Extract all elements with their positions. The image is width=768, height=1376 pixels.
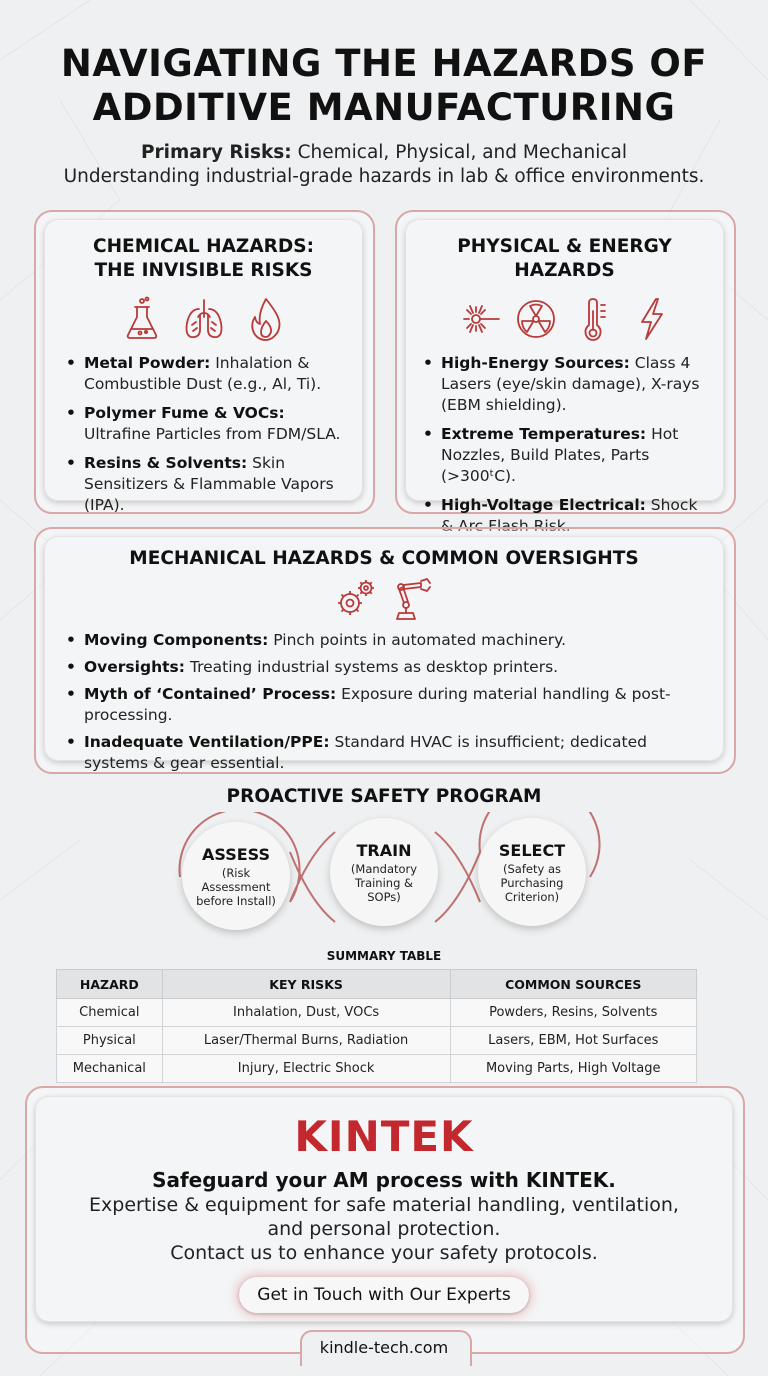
item-text: Ultrafine Particles from FDM/SLA.	[84, 425, 341, 443]
column-header: COMMON SOURCES	[450, 970, 697, 999]
step-train	[330, 818, 438, 926]
item-label: Polymer Fume & VOCs:	[84, 404, 285, 422]
column-header: HAZARD	[57, 970, 163, 999]
physical-card-title	[405, 235, 724, 283]
cta-body-line-1: Expertise & equipment for safe material handling, ventilation,	[89, 1194, 679, 1216]
chemical-hazard-list	[62, 353, 345, 516]
cta-headline: Safeguard your AM process with KINTEK.	[152, 1168, 616, 1192]
flask-icon	[120, 295, 164, 343]
chemical-icons	[44, 295, 363, 343]
step-desc: (Mandatory Training & SOPs)	[350, 861, 418, 904]
item-text: Standard HVAC is insufficient; dedicated systems & gear essential.	[84, 733, 647, 772]
cta-body-line-2: and personal protection.	[267, 1218, 501, 1240]
summary-table-title: SUMMARY TABLE	[326, 949, 442, 963]
table-cell: Chemical	[57, 999, 163, 1027]
radiation-icon	[514, 295, 558, 343]
table-cell: Moving Parts, High Voltage	[450, 1055, 697, 1083]
robot-arm-icon	[391, 575, 435, 623]
mechanical-hazards-card	[44, 536, 724, 772]
table-cell: Laser/Thermal Burns, Radiation	[162, 1027, 450, 1055]
item-text: Pinch points in automated machinery.	[268, 631, 567, 649]
subtitle-value: Chemical, Physical, and Mechanical	[291, 142, 627, 163]
list-item	[62, 684, 702, 726]
table-cell: Physical	[57, 1027, 163, 1055]
table-cell: Powders, Resins, Solvents	[450, 999, 697, 1027]
program-title: PROACTIVE SAFETY PROGRAM	[226, 786, 542, 807]
step-desc: (Risk Assessment before Install)	[196, 865, 276, 908]
lightning-icon	[630, 295, 674, 343]
step-name: SELECT	[498, 840, 566, 860]
item-text: Shock & Arc Flash Risk.	[441, 496, 698, 535]
item-text: Class 4 Lasers (eye/skin damage), X-rays (EBM shielding).	[441, 354, 700, 414]
laser-icon	[456, 295, 500, 343]
physical-title-line-1: PHYSICAL & ENERGY	[457, 236, 672, 257]
item-label: High-Voltage Electrical:	[441, 496, 646, 514]
column-header: KEY RISKS	[162, 970, 450, 999]
chemical-card-title	[44, 235, 363, 283]
thermometer-icon	[572, 295, 616, 343]
mechanical-icons	[44, 575, 724, 623]
chemical-title-line-1: CHEMICAL HAZARDS:	[93, 236, 314, 257]
list-item	[419, 424, 710, 487]
item-label: Myth of ‘Contained’ Process:	[84, 685, 337, 703]
gears-icon	[333, 575, 377, 623]
table-cell: Injury, Electric Shock	[162, 1055, 450, 1083]
list-item	[419, 353, 710, 416]
lungs-icon	[182, 295, 226, 343]
item-label: Inadequate Ventilation/PPE:	[84, 733, 330, 751]
kintek-logo: KINTEK	[294, 1112, 474, 1161]
item-text: Inhalation & Combustible Dust (e.g., Al, Ti).	[84, 354, 322, 393]
summary-table	[56, 969, 697, 1083]
subtitle-line-2: Understanding industrial-grade hazards in lab & office environments.	[63, 166, 705, 187]
item-label: Oversights:	[84, 658, 185, 676]
chemical-hazards-card	[44, 219, 363, 514]
subtitle	[0, 141, 768, 165]
item-label: Metal Powder:	[84, 354, 211, 372]
table-cell: Mechanical	[57, 1055, 163, 1083]
item-text: Hot Nozzles, Build Plates, Parts (>300ᵗC).	[441, 425, 679, 485]
item-label: Resins & Solvents:	[84, 454, 248, 472]
list-item	[62, 657, 702, 678]
table-row	[57, 1055, 697, 1083]
cta-body	[60, 1193, 708, 1265]
chemical-title-line-2: THE INVISIBLE RISKS	[94, 260, 313, 281]
physical-hazards-card	[405, 219, 724, 535]
mechanical-hazard-list	[62, 630, 702, 774]
item-label: High-Energy Sources:	[441, 354, 630, 372]
step-name: ASSESS	[202, 844, 270, 864]
item-text: Skin Sensitizers & Flammable Vapors (IPA).	[84, 454, 334, 514]
title-line-1: NAVIGATING THE HAZARDS OF	[60, 42, 708, 85]
subtitle-label: Primary Risks:	[140, 142, 292, 163]
table-cell: Inhalation, Dust, VOCs	[162, 999, 450, 1027]
item-text: Exposure during material handling & post-processing.	[84, 685, 671, 724]
step-desc: (Safety as Purchasing Criterion)	[500, 861, 564, 904]
physical-hazard-list	[419, 353, 710, 537]
page-title	[0, 42, 768, 130]
item-label: Moving Components:	[84, 631, 269, 649]
title-line-2: ADDITIVE MANUFACTURING	[92, 86, 676, 129]
physical-title-line-2: HAZARDS	[514, 260, 615, 281]
flame-icon	[244, 295, 288, 343]
step-assess	[182, 822, 290, 930]
table-row	[57, 1027, 697, 1055]
list-item	[62, 453, 345, 516]
list-item	[62, 353, 345, 395]
item-label: Extreme Temperatures:	[441, 425, 647, 443]
item-text: Treating industrial systems as desktop printers.	[184, 658, 559, 676]
list-item	[62, 732, 702, 774]
physical-icons	[405, 295, 724, 343]
mechanical-card-title: MECHANICAL HAZARDS & COMMON OVERSIGHTS	[129, 548, 639, 569]
website-link[interactable]: kindle-tech.com	[319, 1338, 449, 1357]
step-select	[478, 818, 586, 926]
list-item	[62, 403, 345, 445]
cta-body-line-3: Contact us to enhance your safety protocols.	[170, 1242, 598, 1264]
step-name: TRAIN	[356, 840, 412, 860]
list-item	[62, 630, 702, 651]
table-cell: Lasers, EBM, Hot Surfaces	[450, 1027, 697, 1055]
get-in-touch-button[interactable]: Get in Touch with Our Experts	[239, 1277, 529, 1313]
table-header-row	[57, 970, 697, 999]
table-row	[57, 999, 697, 1027]
